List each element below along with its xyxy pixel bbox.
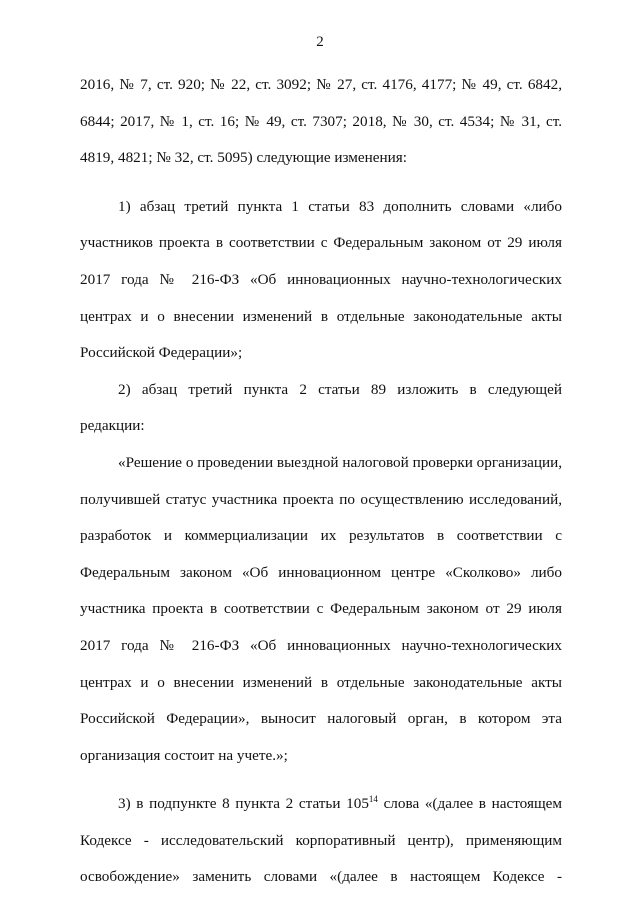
paragraph-quoted-decision: «Решение о проведении выездной налоговой проверки организации, получившей статус участника проекта по осуществлению исследований, разработок и коммерциализации их результатов в соответствии с Федеральным законом «Об инновационном центре «Сколково» либо участника проекта в соответствии с Федеральным законом от 29 июля 2017 года № 216-ФЗ «Об инновационных научно-технологических центрах и о внесении изменений в отдельные законодательные акты Российской Федерации», выносит налоговый орган, в котором эта организация состоит на учете.»; <box>80 453 562 764</box>
paragraph-continuation: 2016, № 7, ст. 920; № 22, ст. 3092; № 27, ст. 4176, 4177; № 49, ст. 6842, 6844; 2017, № 1, ст. 16; № 49, ст. 7307; 2018, № 30, ст. 4534; № 31, ст. 4819, 4821; № 32, ст. 5095) следующие изменения: <box>80 76 562 167</box>
page-number: 2 <box>316 34 324 50</box>
paragraph-item-2: 2) абзац третий пункта 2 статьи 89 изложить в следующей редакции: <box>80 380 562 435</box>
article-superscript: 14 <box>368 794 378 805</box>
paragraph-item-1: 1) абзац третий пункта 1 статьи 83 дополнить словами «либо участников проекта в соответствии с Федеральным законом от 29 июля 2017 года № 216-ФЗ «Об инновационных научно-технологических центрах и о внесении изменений в отдельные законодательные акты Российской Федерации»; <box>80 197 562 362</box>
paragraph-item-3-text-start: 3) в подпункте 8 пункта 2 статьи 105 <box>118 795 369 813</box>
paragraph-item-3-text-end: слова «(далее в настоящем Кодексе - исследовательский корпоративный центр), применяющим освобождение» заменить словами «(далее в настоящем Кодексе - <box>80 795 562 886</box>
paragraph-item-3 <box>80 786 562 896</box>
document-body <box>80 67 562 896</box>
